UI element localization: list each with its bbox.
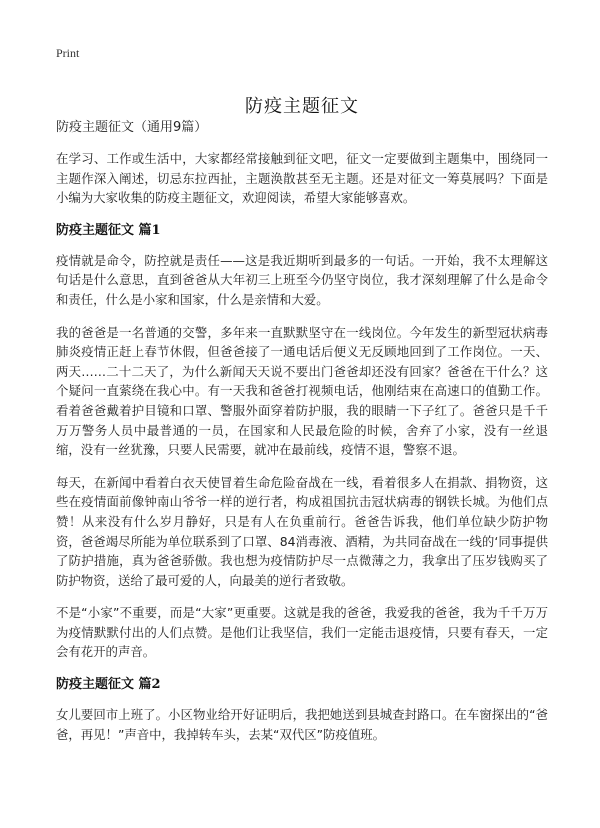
document-subtitle: 防疫主题征文（通用9篇） [56,120,208,135]
document-title: 防疫主题征文 [245,96,359,118]
essay-section-2 [56,675,548,744]
body-paragraph: 每天，在新闻中看着白衣天使冒着生命危险奋战在一线，看着很多人在捐款、捐物资，这些在疫情面前像钟南山爷爷一样的逆行者，构成祖国抗击冠状病毒的钢铁长城。为他们点赞！从来没有什么岁月静好，只是有人在负重前行。爸爸告诉我，他们单位缺少防护物资，爸爸竭尽所能为单位联系到了口罩、84消毒液、酒精，为共同奋战在一线的‘同事提供了防护措施，真为爸爸骄傲。我也想为疫情防护尽一点微薄之力，我拿出了压岁钱购买了防护物资，送给了最可爱的人，向最美的逆行者致敬。 [56,474,548,588]
body-paragraph: 不是“小家”不重要，而是“大家”更重要。这就是我的爸爸，我爱我的爸爸，我为千千万万为疫情默默付出的人们点赞。是他们让我坚信，我们一定能击退疫情，只要有春天，一定会有花开的声音。 [56,605,548,660]
section-heading: 防疫主题征文 篇2 [56,677,161,693]
section-heading: 防疫主题征文 篇1 [56,222,161,238]
body-paragraph: 我的爸爸是一名普通的交警，多年来一直默默坚守在一线岗位。今年发生的新型冠状病毒肺炎疫情正赶上春节休假，但爸爸接了一通电话后便义无反顾地回到了工作岗位。一天、两天……二十二天了，为什么新闻天天说不要出门爸爸却还没有回家？爸爸在干什么？这个疑问一直萦绕在我心中。有一天我和爸爸打视频电话，他刚结束在高速口的值勤工作。看着爸爸戴着护目镜和口罩、警服外面穿着防护服，我的眼睛一下子红了。爸爸只是千千万万警务人员中最普通的一员，在国家和人民最危险的时候，舍弃了小家，没有一丝退缩，没有一丝犹豫，只要人民需要，就冲在最前线，疫情不退，警察不退。 [56,324,548,458]
body-paragraph: 疫情就是命令，防控就是责任——这是我近期听到最多的一句话。一开始，我不太理解这句话是什么意思，直到爸爸从大年初三上班至今仍坚守岗位，我才深刻理解了什么是命令和责任，什么是小家和国家，什么是亲情和大爱。 [56,252,548,307]
document-body [56,118,548,757]
intro-paragraph: 在学习、工作或生活中，大家都经常接触到征文吧，征文一定要做到主题集中，围绕同一主题作深入阐述，切忌东拉西扯，主题涣散甚至无主题。还是对征文一筹莫展吗？下面是小编为大家收集的防疫主题征文，欢迎阅读，希望大家能够喜欢。 [56,151,548,206]
body-paragraph: 女儿要回市上班了。小区物业给开好证明后，我把她送到县城查封路口。在车窗探出的“爸爸，再见！”声音中，我掉转车头，去某“双代区”防疫值班。 [56,707,548,742]
print-label[interactable]: Print [56,46,80,60]
essay-section-1 [56,221,548,662]
